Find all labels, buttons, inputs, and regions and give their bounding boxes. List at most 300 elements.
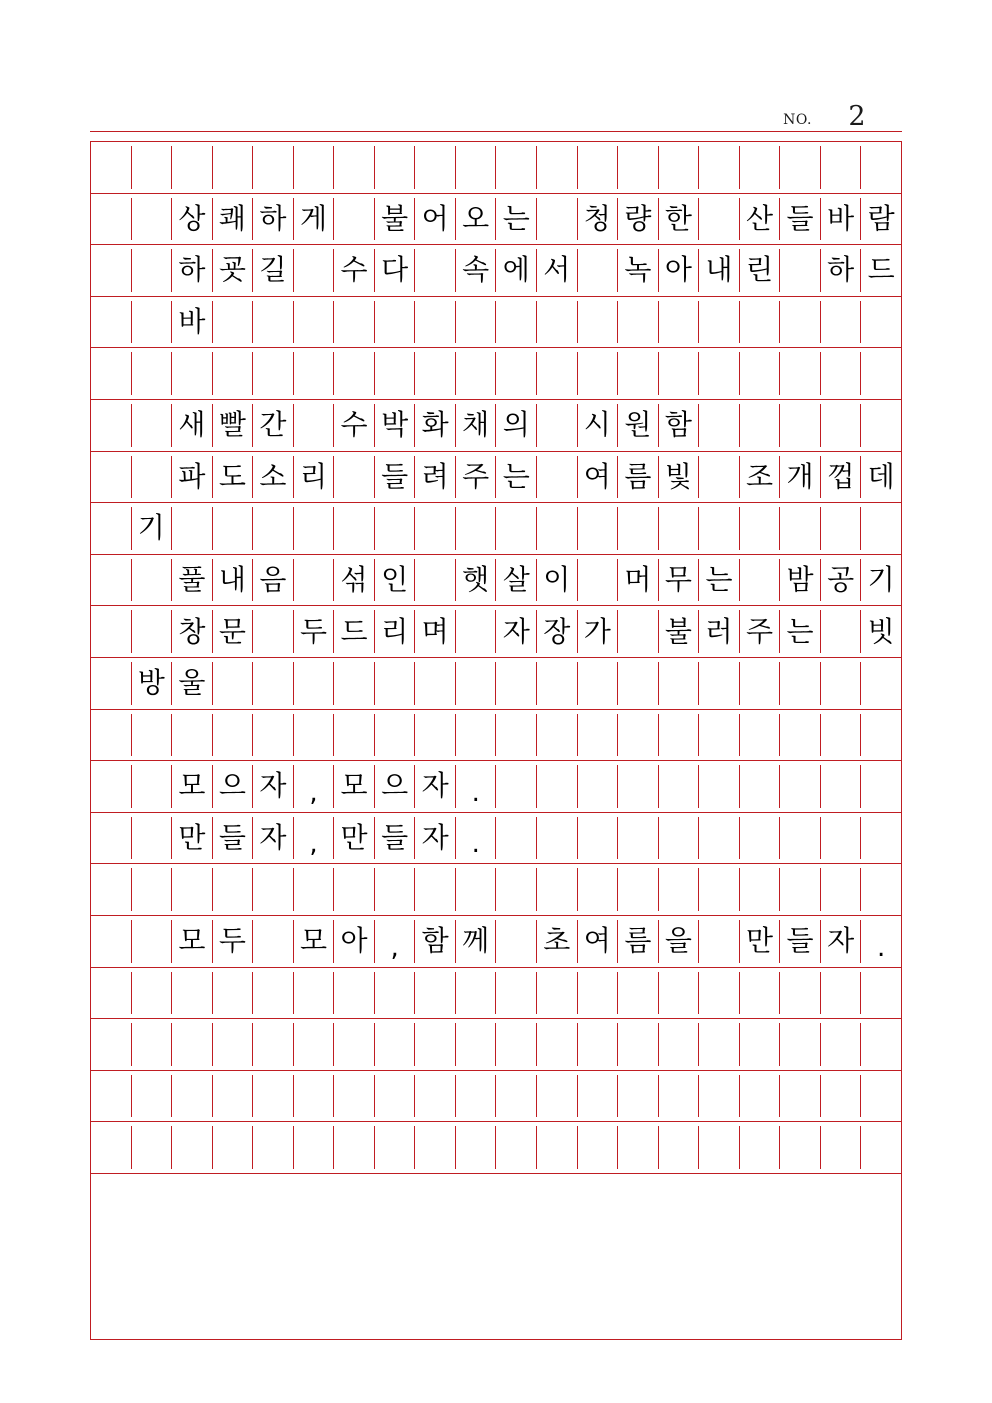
manuscript-cell[interactable] [132, 1126, 173, 1169]
manuscript-cell[interactable] [537, 301, 578, 344]
manuscript-cell[interactable] [740, 1023, 781, 1066]
manuscript-cell[interactable] [91, 301, 132, 344]
manuscript-cell[interactable] [861, 352, 901, 395]
manuscript-cell[interactable]: , [375, 920, 416, 963]
manuscript-cell[interactable]: 두 [213, 920, 254, 963]
manuscript-cell[interactable] [334, 1126, 375, 1169]
manuscript-cell[interactable] [375, 868, 416, 911]
manuscript-cell[interactable] [334, 868, 375, 911]
manuscript-cell[interactable] [213, 1075, 254, 1118]
manuscript-cell[interactable]: 바 [821, 198, 862, 241]
manuscript-cell[interactable] [415, 868, 456, 911]
manuscript-cell[interactable] [699, 972, 740, 1015]
manuscript-cell[interactable] [91, 249, 132, 292]
manuscript-cell[interactable] [578, 559, 619, 602]
manuscript-cell[interactable]: 만 [334, 817, 375, 860]
manuscript-cell[interactable]: 여 [578, 456, 619, 499]
manuscript-cell[interactable] [91, 765, 132, 808]
manuscript-cell[interactable] [699, 404, 740, 447]
manuscript-cell[interactable] [618, 714, 659, 757]
manuscript-cell[interactable] [780, 507, 821, 550]
manuscript-cell[interactable] [132, 404, 173, 447]
manuscript-cell[interactable]: 공 [821, 559, 862, 602]
manuscript-cell[interactable] [821, 868, 862, 911]
manuscript-cell[interactable] [496, 817, 537, 860]
manuscript-cell[interactable] [496, 301, 537, 344]
manuscript-cell[interactable] [821, 610, 862, 653]
manuscript-cell[interactable] [821, 817, 862, 860]
manuscript-cell[interactable]: 름 [618, 920, 659, 963]
manuscript-cell[interactable] [699, 714, 740, 757]
manuscript-cell[interactable] [456, 1023, 497, 1066]
manuscript-cell[interactable] [294, 301, 335, 344]
manuscript-cell[interactable]: 빛 [659, 456, 700, 499]
manuscript-cell[interactable] [537, 352, 578, 395]
manuscript-cell[interactable] [618, 1075, 659, 1118]
manuscript-cell[interactable]: 함 [415, 920, 456, 963]
manuscript-cell[interactable] [375, 1023, 416, 1066]
manuscript-cell[interactable] [659, 301, 700, 344]
manuscript-cell[interactable] [578, 301, 619, 344]
manuscript-cell[interactable] [375, 507, 416, 550]
manuscript-cell[interactable] [456, 868, 497, 911]
manuscript-cell[interactable] [91, 456, 132, 499]
manuscript-cell[interactable] [91, 1023, 132, 1066]
manuscript-cell[interactable] [861, 301, 901, 344]
manuscript-cell[interactable]: 는 [780, 610, 821, 653]
manuscript-cell[interactable] [456, 507, 497, 550]
manuscript-cell[interactable] [659, 1023, 700, 1066]
manuscript-cell[interactable]: 자 [253, 765, 294, 808]
manuscript-cell[interactable] [253, 507, 294, 550]
manuscript-cell[interactable] [456, 146, 497, 189]
manuscript-cell[interactable]: 들 [375, 456, 416, 499]
manuscript-cell[interactable] [578, 765, 619, 808]
manuscript-cell[interactable] [861, 1126, 901, 1169]
manuscript-cell[interactable] [496, 662, 537, 705]
manuscript-cell[interactable]: 자 [821, 920, 862, 963]
manuscript-cell[interactable] [537, 1075, 578, 1118]
manuscript-cell[interactable] [861, 1023, 901, 1066]
manuscript-cell[interactable] [253, 610, 294, 653]
manuscript-cell[interactable]: . [877, 932, 886, 963]
manuscript-cell[interactable] [740, 1126, 781, 1169]
manuscript-cell[interactable]: . [456, 765, 497, 808]
manuscript-cell[interactable] [294, 507, 335, 550]
manuscript-cell[interactable] [375, 301, 416, 344]
manuscript-cell[interactable] [578, 1126, 619, 1169]
manuscript-cell[interactable] [780, 1126, 821, 1169]
manuscript-cell[interactable]: 굣 [213, 249, 254, 292]
manuscript-cell[interactable] [618, 868, 659, 911]
manuscript-cell[interactable] [375, 662, 416, 705]
manuscript-cell[interactable] [861, 404, 901, 447]
manuscript-cell[interactable] [537, 662, 578, 705]
manuscript-cell[interactable] [780, 714, 821, 757]
manuscript-cell[interactable] [740, 817, 781, 860]
manuscript-cell[interactable]: 다 [375, 249, 416, 292]
manuscript-cell[interactable] [415, 972, 456, 1015]
manuscript-cell[interactable] [537, 765, 578, 808]
manuscript-cell[interactable]: 화 [415, 404, 456, 447]
manuscript-cell[interactable]: 길 [253, 249, 294, 292]
manuscript-cell[interactable] [618, 765, 659, 808]
manuscript-cell[interactable] [821, 507, 862, 550]
manuscript-cell[interactable] [415, 714, 456, 757]
manuscript-cell[interactable] [91, 868, 132, 911]
manuscript-cell[interactable] [821, 765, 862, 808]
manuscript-cell[interactable]: 도 [213, 456, 254, 499]
manuscript-cell[interactable] [334, 972, 375, 1015]
manuscript-cell[interactable] [91, 972, 132, 1015]
manuscript-cell[interactable] [821, 662, 862, 705]
manuscript-cell[interactable] [618, 507, 659, 550]
manuscript-cell[interactable] [699, 1075, 740, 1118]
manuscript-cell[interactable] [659, 817, 700, 860]
manuscript-cell[interactable]: 리 [375, 610, 416, 653]
manuscript-cell[interactable] [821, 972, 862, 1015]
manuscript-cell[interactable]: 새 [172, 404, 213, 447]
manuscript-cell[interactable] [537, 1023, 578, 1066]
manuscript-cell[interactable] [780, 1023, 821, 1066]
manuscript-cell[interactable] [496, 1023, 537, 1066]
manuscript-cell[interactable] [496, 352, 537, 395]
manuscript-cell[interactable] [294, 404, 335, 447]
manuscript-cell[interactable] [780, 146, 821, 189]
manuscript-cell[interactable]: 름 [618, 456, 659, 499]
manuscript-cell[interactable] [578, 662, 619, 705]
manuscript-cell[interactable] [172, 146, 213, 189]
manuscript-cell[interactable] [821, 1126, 862, 1169]
manuscript-cell[interactable] [456, 301, 497, 344]
manuscript-cell[interactable]: 녹 [618, 249, 659, 292]
manuscript-cell[interactable]: 상 [172, 198, 213, 241]
manuscript-cell[interactable] [213, 301, 254, 344]
manuscript-cell[interactable]: 울 [172, 662, 213, 705]
manuscript-cell[interactable] [294, 868, 335, 911]
manuscript-cell[interactable] [618, 352, 659, 395]
manuscript-cell[interactable] [861, 1075, 901, 1118]
manuscript-cell[interactable] [659, 714, 700, 757]
manuscript-cell[interactable] [91, 404, 132, 447]
manuscript-cell[interactable] [132, 456, 173, 499]
manuscript-cell[interactable] [91, 714, 132, 757]
manuscript-cell[interactable] [456, 714, 497, 757]
manuscript-cell[interactable]: 을 [659, 920, 700, 963]
manuscript-cell[interactable] [132, 610, 173, 653]
manuscript-cell[interactable] [659, 146, 700, 189]
manuscript-cell[interactable]: 하 [253, 198, 294, 241]
manuscript-cell[interactable]: 풀 [172, 559, 213, 602]
manuscript-cell[interactable] [456, 352, 497, 395]
manuscript-cell[interactable] [253, 714, 294, 757]
manuscript-cell[interactable] [659, 972, 700, 1015]
manuscript-cell[interactable]: 들 [780, 198, 821, 241]
manuscript-cell[interactable] [132, 817, 173, 860]
manuscript-cell[interactable] [496, 507, 537, 550]
manuscript-cell[interactable] [91, 559, 132, 602]
manuscript-cell[interactable] [821, 714, 862, 757]
manuscript-cell[interactable] [91, 1126, 132, 1169]
manuscript-cell[interactable]: 인 [375, 559, 416, 602]
manuscript-cell[interactable] [780, 352, 821, 395]
manuscript-cell[interactable]: 자 [496, 610, 537, 653]
manuscript-cell[interactable] [659, 352, 700, 395]
manuscript-cell[interactable] [537, 198, 578, 241]
manuscript-cell[interactable] [132, 559, 173, 602]
manuscript-cell[interactable] [253, 1075, 294, 1118]
manuscript-cell[interactable]: 빗 [867, 614, 895, 648]
manuscript-cell[interactable]: 하 [821, 249, 862, 292]
manuscript-cell[interactable]: 쾌 [213, 198, 254, 241]
manuscript-cell[interactable]: 는 [496, 456, 537, 499]
manuscript-cell[interactable] [537, 972, 578, 1015]
manuscript-cell[interactable]: 껍 [821, 456, 862, 499]
manuscript-cell[interactable] [780, 404, 821, 447]
manuscript-cell[interactable] [334, 1023, 375, 1066]
manuscript-cell[interactable] [578, 352, 619, 395]
manuscript-cell[interactable] [821, 1075, 862, 1118]
manuscript-cell[interactable] [253, 868, 294, 911]
manuscript-cell[interactable] [294, 662, 335, 705]
manuscript-cell[interactable] [415, 301, 456, 344]
manuscript-cell[interactable] [172, 868, 213, 911]
manuscript-cell[interactable]: 모 [294, 920, 335, 963]
manuscript-cell[interactable] [578, 972, 619, 1015]
manuscript-cell[interactable] [415, 507, 456, 550]
manuscript-cell[interactable] [537, 868, 578, 911]
manuscript-cell[interactable] [618, 1023, 659, 1066]
manuscript-cell[interactable] [780, 765, 821, 808]
manuscript-cell[interactable] [780, 972, 821, 1015]
manuscript-cell[interactable]: 러 [699, 610, 740, 653]
manuscript-cell[interactable] [375, 972, 416, 1015]
manuscript-cell[interactable]: 불 [375, 198, 416, 241]
manuscript-cell[interactable]: 밤 [780, 559, 821, 602]
manuscript-cell[interactable] [415, 352, 456, 395]
manuscript-cell[interactable] [132, 146, 173, 189]
manuscript-cell[interactable]: 창 [172, 610, 213, 653]
manuscript-cell[interactable] [699, 1023, 740, 1066]
manuscript-cell[interactable] [334, 198, 375, 241]
manuscript-cell[interactable] [375, 352, 416, 395]
manuscript-cell[interactable] [780, 868, 821, 911]
manuscript-cell[interactable]: 장 [537, 610, 578, 653]
manuscript-cell[interactable] [253, 972, 294, 1015]
manuscript-cell[interactable]: 소 [253, 456, 294, 499]
manuscript-cell[interactable]: 시 [578, 404, 619, 447]
manuscript-cell[interactable]: 으 [213, 765, 254, 808]
manuscript-cell[interactable]: 만 [740, 920, 781, 963]
manuscript-cell[interactable] [780, 817, 821, 860]
manuscript-cell[interactable] [415, 249, 456, 292]
manuscript-cell[interactable] [334, 1075, 375, 1118]
manuscript-cell[interactable] [659, 1126, 700, 1169]
manuscript-cell[interactable] [740, 559, 781, 602]
manuscript-cell[interactable]: 속 [456, 249, 497, 292]
manuscript-cell[interactable]: , [294, 817, 335, 860]
manuscript-cell[interactable] [213, 507, 254, 550]
manuscript-cell[interactable] [780, 249, 821, 292]
manuscript-cell[interactable] [821, 352, 862, 395]
manuscript-cell[interactable] [334, 352, 375, 395]
manuscript-cell[interactable]: 리 [294, 456, 335, 499]
manuscript-cell[interactable] [132, 920, 173, 963]
manuscript-cell[interactable] [253, 301, 294, 344]
manuscript-cell[interactable] [132, 714, 173, 757]
manuscript-cell[interactable] [334, 146, 375, 189]
manuscript-cell[interactable] [740, 765, 781, 808]
manuscript-cell[interactable] [132, 249, 173, 292]
manuscript-cell[interactable] [618, 972, 659, 1015]
manuscript-cell[interactable] [861, 868, 901, 911]
manuscript-cell[interactable]: 조 [740, 456, 781, 499]
manuscript-cell[interactable] [740, 972, 781, 1015]
manuscript-cell[interactable] [375, 1126, 416, 1169]
manuscript-cell[interactable] [334, 456, 375, 499]
manuscript-cell[interactable]: 음 [253, 559, 294, 602]
manuscript-cell[interactable] [456, 1126, 497, 1169]
manuscript-cell[interactable] [334, 714, 375, 757]
manuscript-cell[interactable] [780, 662, 821, 705]
manuscript-cell[interactable]: 주 [456, 456, 497, 499]
manuscript-cell[interactable]: 수 [334, 249, 375, 292]
manuscript-cell[interactable] [415, 1075, 456, 1118]
manuscript-cell[interactable]: 으 [375, 765, 416, 808]
manuscript-cell[interactable] [415, 1126, 456, 1169]
manuscript-cell[interactable] [132, 352, 173, 395]
manuscript-cell[interactable]: 기 [867, 563, 895, 597]
manuscript-cell[interactable] [821, 146, 862, 189]
manuscript-cell[interactable] [253, 920, 294, 963]
manuscript-cell[interactable] [415, 1023, 456, 1066]
manuscript-cell[interactable] [578, 1075, 619, 1118]
manuscript-cell[interactable] [496, 146, 537, 189]
manuscript-cell[interactable] [496, 972, 537, 1015]
manuscript-cell[interactable]: 파 [172, 456, 213, 499]
manuscript-cell[interactable]: 이 [537, 559, 578, 602]
manuscript-cell[interactable] [740, 868, 781, 911]
manuscript-cell[interactable]: 청 [578, 198, 619, 241]
manuscript-cell[interactable]: 개 [780, 456, 821, 499]
manuscript-cell[interactable] [172, 507, 213, 550]
manuscript-cell[interactable]: 햇 [456, 559, 497, 602]
manuscript-cell[interactable]: 아 [659, 249, 700, 292]
manuscript-cell[interactable] [618, 817, 659, 860]
manuscript-cell[interactable] [91, 507, 132, 550]
manuscript-cell[interactable] [294, 714, 335, 757]
manuscript-cell[interactable] [537, 404, 578, 447]
manuscript-cell[interactable] [253, 352, 294, 395]
manuscript-cell[interactable] [699, 507, 740, 550]
manuscript-cell[interactable] [294, 559, 335, 602]
manuscript-cell[interactable] [456, 972, 497, 1015]
manuscript-cell[interactable] [91, 352, 132, 395]
manuscript-cell[interactable] [91, 1075, 132, 1118]
manuscript-cell[interactable] [294, 352, 335, 395]
manuscript-cell[interactable]: 에 [496, 249, 537, 292]
manuscript-cell[interactable] [740, 662, 781, 705]
manuscript-cell[interactable]: 머 [618, 559, 659, 602]
manuscript-cell[interactable] [213, 1126, 254, 1169]
manuscript-cell[interactable]: 채 [456, 404, 497, 447]
manuscript-cell[interactable] [537, 1126, 578, 1169]
manuscript-cell[interactable]: 빨 [213, 404, 254, 447]
manuscript-cell[interactable] [537, 456, 578, 499]
manuscript-cell[interactable] [132, 868, 173, 911]
manuscript-cell[interactable] [699, 1126, 740, 1169]
manuscript-cell[interactable]: 는 [699, 559, 740, 602]
manuscript-cell[interactable] [659, 507, 700, 550]
manuscript-cell[interactable] [375, 1075, 416, 1118]
manuscript-cell[interactable]: 모 [172, 920, 213, 963]
manuscript-cell[interactable] [172, 1126, 213, 1169]
manuscript-cell[interactable] [659, 1075, 700, 1118]
manuscript-cell[interactable] [456, 610, 497, 653]
manuscript-cell[interactable] [578, 817, 619, 860]
manuscript-cell[interactable] [172, 352, 213, 395]
manuscript-cell[interactable]: 모 [334, 765, 375, 808]
manuscript-cell[interactable]: 내 [213, 559, 254, 602]
manuscript-cell[interactable] [740, 146, 781, 189]
manuscript-cell[interactable]: 려 [415, 456, 456, 499]
manuscript-cell[interactable]: 문 [213, 610, 254, 653]
manuscript-cell[interactable] [253, 1023, 294, 1066]
manuscript-cell[interactable] [496, 920, 537, 963]
manuscript-cell[interactable] [213, 868, 254, 911]
manuscript-cell[interactable] [294, 972, 335, 1015]
manuscript-cell[interactable]: . [456, 817, 497, 860]
manuscript-cell[interactable]: 섞 [334, 559, 375, 602]
manuscript-cell[interactable] [496, 868, 537, 911]
manuscript-cell[interactable] [740, 1075, 781, 1118]
manuscript-cell[interactable] [294, 249, 335, 292]
manuscript-cell[interactable]: 주 [740, 610, 781, 653]
manuscript-cell[interactable] [213, 146, 254, 189]
manuscript-cell[interactable] [375, 714, 416, 757]
manuscript-cell[interactable] [132, 765, 173, 808]
manuscript-cell[interactable]: 자 [415, 765, 456, 808]
manuscript-cell[interactable] [172, 1075, 213, 1118]
manuscript-cell[interactable] [537, 146, 578, 189]
manuscript-cell[interactable]: 들 [213, 817, 254, 860]
manuscript-cell[interactable]: 께 [456, 920, 497, 963]
manuscript-cell[interactable] [618, 301, 659, 344]
manuscript-cell[interactable]: 오 [456, 198, 497, 241]
manuscript-cell[interactable] [213, 1023, 254, 1066]
manuscript-cell[interactable] [213, 352, 254, 395]
manuscript-cell[interactable]: 의 [496, 404, 537, 447]
manuscript-cell[interactable] [861, 662, 901, 705]
manuscript-cell[interactable]: 초 [537, 920, 578, 963]
manuscript-cell[interactable] [780, 1075, 821, 1118]
manuscript-cell[interactable] [91, 817, 132, 860]
manuscript-cell[interactable]: 데 [867, 459, 895, 493]
manuscript-cell[interactable] [496, 1126, 537, 1169]
manuscript-cell[interactable] [699, 352, 740, 395]
manuscript-cell[interactable] [659, 662, 700, 705]
manuscript-cell[interactable]: 불 [659, 610, 700, 653]
manuscript-cell[interactable] [699, 817, 740, 860]
manuscript-cell[interactable]: 게 [294, 198, 335, 241]
manuscript-cell[interactable]: 며 [415, 610, 456, 653]
manuscript-cell[interactable]: 간 [253, 404, 294, 447]
manuscript-cell[interactable] [294, 1075, 335, 1118]
manuscript-cell[interactable] [172, 972, 213, 1015]
manuscript-cell[interactable]: 는 [496, 198, 537, 241]
manuscript-cell[interactable] [213, 714, 254, 757]
manuscript-cell[interactable]: 들 [375, 817, 416, 860]
